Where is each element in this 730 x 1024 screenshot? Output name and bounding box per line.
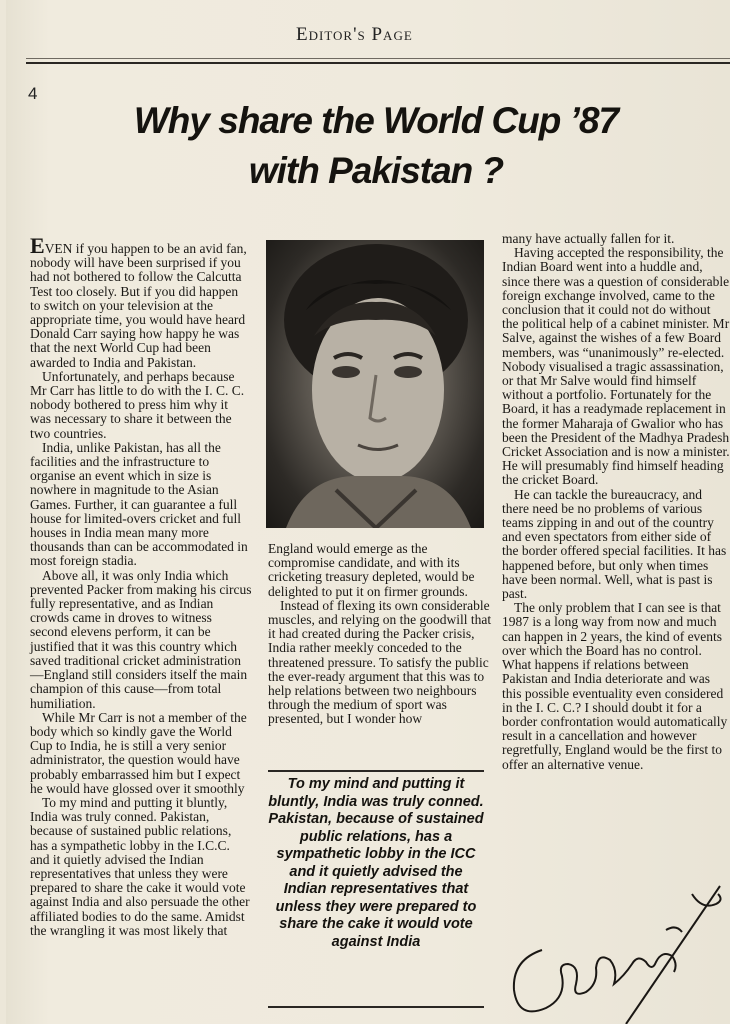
article-column-2: [268, 542, 492, 727]
header-rule: [26, 62, 730, 64]
paragraph: Above all, it was only India which prevented Packer from making his circus fully representative, and as Indian crowds came in droves to witness second elevens perform, it can be justified that it was this country which saved traditional cricket administration—England still considers itself the main champion of this cause—from total humiliation.: [30, 567, 252, 711]
article-column-3: [502, 232, 730, 772]
editor-signature: [506, 880, 730, 1024]
paragraph: Unfortunately, and perhaps because Mr Carr has little to do with the I. C. C. nobody bothered to press him why it was necessary to share it between the two countries.: [30, 368, 245, 441]
paragraph: Having accepted the responsibility, the Indian Board went into a huddle and, since there was a question of considerable foreign exchange involved, came to the conclusion that it could not do without the political help of a cabinet minister. Mr Salve, against the wishes of a few Board members, was “unanimously” re-elected. Nobody visualised a tragic assassination, or that Mr Salve would find himself without a portfolio. Fortunately for the Board, it has a readymade replacement in the former Maharaja of Gwalior who has been the President of the Madhya Pradesh Cricket Association and is now a minister. He will presumably find himself heading the cricket Board.: [502, 245, 730, 488]
headline-line-2: with Pakistan ?: [248, 150, 504, 191]
paragraph: England would emerge as the compromise candidate, and with its cricketing treasury depleted, would be delighted to put it on firmer grounds.: [268, 541, 475, 599]
paragraph: He can tackle the bureaucracy, and there need be no problems of various teams zipping in and out of the country and even spectators from either side of the border offered special facilities. It has happened before, but only when times have been normal. Well, what is past is past.: [502, 486, 727, 602]
portrait-illustration: [266, 240, 484, 528]
drop-cap: E: [30, 233, 45, 258]
paragraph: [30, 233, 252, 370]
pull-quote-rule: [268, 1006, 484, 1008]
section-title: Editor's Page: [296, 24, 413, 45]
paragraph: Instead of flexing its own considerable muscles, and relying on the goodwill that it had created during the Packer crisis, India rather meekly conceded to the threatened pressure. To satisfy the public the ever-ready argument that this was to help relations between two neighbours through the medium of sport was presented, but I wonder how: [268, 597, 492, 727]
paragraph: many have actually fallen for it.: [502, 231, 675, 246]
magazine-page: [6, 0, 730, 1024]
paragraph: The only problem that I can see is that 1987 is a long way from now and much can happen in 2 years, the kind of events over which the Board has no control. What happens if relations between Pakistan and India deteriorate and was this possible eventuality even considered in the I. C. C.? I should doubt it for a border confrontation would automatically result in a cancellation and however regretfully, England would be the first to offer an alternative venue.: [502, 600, 728, 772]
author-portrait-photo: [266, 240, 484, 528]
paragraph: While Mr Carr is not a member of the body which so kindly gave the World Cup to India, he is still a very senior administrator, the question would have probably embarrassed him but I expect he would have glossed over it smoothly: [30, 709, 247, 796]
page-number: 4: [28, 84, 38, 103]
headline-line-1: Why share the World Cup ’87: [133, 100, 619, 141]
headline: [46, 96, 706, 196]
paragraph: India, unlike Pakistan, has all the facilities and the infrastructure to organise an event which in size is nowhere in magnitude to the Asian Games. Further, it can guarantee a full house for limited-overs cricket and full houses in India mean many more thousands than can be accommodated in most foreign stadia.: [30, 439, 248, 569]
article-column-1: [30, 233, 252, 938]
paragraph-text: VEN if you happen to be an avid fan, nobody will have been surprised if you had not bothered to follow the Calcutta Test too closely. But if you did happen to switch on your television at the appropriate time, you would have heard Donald Carr saying how happy he was that the next World Cup had been awarded to India and Pakistan.: [30, 241, 247, 370]
paragraph: To my mind and putting it bluntly, India was truly conned. Pakistan, because of sustained public relations, has a sympathetic lobby in the I.C.C. and it quietly advised the Indian representatives that unless they were prepared to share the cake it would vote against India and also persuade the other affiliated bodies to do the same. Amidst the wrangling it was most likely that: [30, 794, 250, 938]
header-rule-thin: [26, 58, 730, 59]
pull-quote: To my mind and putting it bluntly, India was truly conned. Pakistan, because of sustained public relations, has a sympathetic lobby in the ICC and it quietly advised the Indian representatives that unless they were prepared to share the cake it would vote against India: [268, 770, 484, 951]
